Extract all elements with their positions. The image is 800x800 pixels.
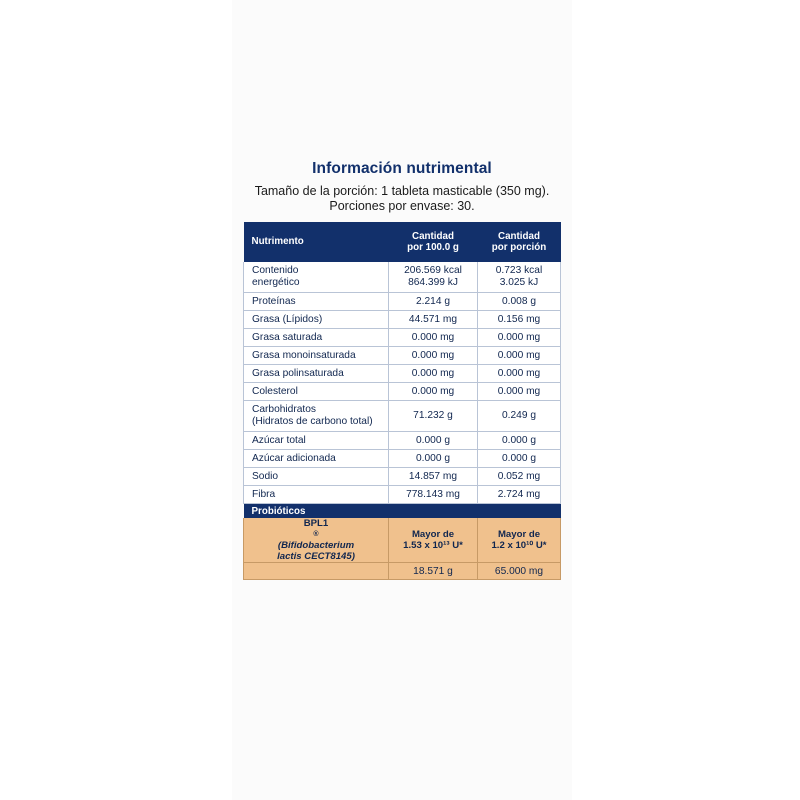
row-label-carbohydrates-line2: (Hidratos de carbono total) <box>252 416 373 427</box>
column-header-per-serving-line2: por porción <box>491 242 547 253</box>
row-value-probiotic-per-serving-line2: 1.2 x 10¹⁰ U* <box>491 540 547 551</box>
row-label-polyunsaturated-fat: Grasa polinsaturada <box>244 365 389 383</box>
row-value-sodium-per-100g: 14.857 mg <box>389 468 478 486</box>
row-value-fat-per-100g: 44.571 mg <box>389 311 478 329</box>
row-value-cholesterol-per-serving: 0.000 mg <box>478 383 561 401</box>
row-label-probiotic-strain <box>244 518 389 563</box>
row-label-energy-line2: energético <box>252 277 300 288</box>
row-label-saturated-fat: Grasa saturada <box>244 329 389 347</box>
row-value-saturated-fat-per-100g: 0.000 mg <box>389 329 478 347</box>
row-value-carbohydrates-per-serving: 0.249 g <box>478 401 561 432</box>
row-label-probiotic-weight <box>244 563 389 580</box>
row-value-probiotic-weight-per-serving: 65.000 mg <box>478 563 561 580</box>
column-header-per-100g-line2: por 100.0 g <box>407 242 459 253</box>
servings-per-container-line: Porciones por envase: 30. <box>329 199 475 213</box>
table-row <box>244 347 561 365</box>
table-row <box>244 518 561 563</box>
page-title: Información nutrimental <box>312 160 492 177</box>
row-value-cholesterol-per-100g: 0.000 mg <box>389 383 478 401</box>
section-header-probiotics <box>244 504 561 519</box>
row-value-fiber-per-serving: 2.724 mg <box>478 486 561 504</box>
table-row <box>244 450 561 468</box>
row-label-energy <box>244 262 389 293</box>
table-row <box>244 401 561 432</box>
row-value-sodium-per-serving: 0.052 mg <box>478 468 561 486</box>
table-row <box>244 262 561 293</box>
row-value-energy-per-100g <box>389 262 478 293</box>
row-value-fiber-per-100g: 778.143 mg <box>389 486 478 504</box>
table-header-row <box>244 222 561 262</box>
row-label-protein: Proteínas <box>244 293 389 311</box>
row-value-polyunsaturated-fat-per-serving: 0.000 mg <box>478 365 561 383</box>
row-value-total-sugar-per-serving: 0.000 g <box>478 432 561 450</box>
row-value-probiotic-per-serving-line1: Mayor de <box>497 529 541 540</box>
registered-mark: ® <box>313 531 319 538</box>
table-row <box>244 486 561 504</box>
row-label-cholesterol: Colesterol <box>244 383 389 401</box>
row-label-probiotic-strain-line2: lactis CECT8145) <box>277 551 355 562</box>
row-value-added-sugar-per-100g: 0.000 g <box>389 450 478 468</box>
row-label-added-sugar: Azúcar adicionada <box>244 450 389 468</box>
row-label-total-sugar: Azúcar total <box>244 432 389 450</box>
row-value-energy-kj-serving: 3.025 kJ <box>499 277 539 288</box>
row-label-fiber: Fibra <box>244 486 389 504</box>
nutrition-facts-label <box>232 160 572 580</box>
row-label-carbohydrates-line1: Carbohidratos <box>252 403 316 415</box>
row-value-probiotic-per-100g-line1: Mayor de <box>411 529 455 540</box>
row-value-protein-per-serving: 0.008 g <box>478 293 561 311</box>
row-value-polyunsaturated-fat-per-100g: 0.000 mg <box>389 365 478 383</box>
row-value-monounsaturated-fat-per-100g: 0.000 mg <box>389 347 478 365</box>
row-value-added-sugar-per-serving: 0.000 g <box>478 450 561 468</box>
table-row <box>244 432 561 450</box>
column-header-nutrient: Nutrimento <box>244 222 389 262</box>
row-label-sodium: Sodio <box>244 468 389 486</box>
table-row <box>244 365 561 383</box>
column-header-per-100g-line1: Cantidad <box>412 230 454 242</box>
row-value-probiotic-per-100g <box>389 518 478 563</box>
row-value-energy-kj-100g: 864.399 kJ <box>408 277 458 288</box>
row-label-probiotic-strain-line1: BPL1 ® (Bifidobacterium <box>248 518 384 551</box>
row-value-energy-per-serving <box>478 262 561 293</box>
table-row <box>244 383 561 401</box>
row-value-protein-per-100g: 2.214 g <box>389 293 478 311</box>
table-row <box>244 293 561 311</box>
row-value-probiotic-per-serving <box>478 518 561 563</box>
row-value-probiotic-per-100g-line2: 1.53 x 10¹³ U* <box>403 540 463 551</box>
row-value-energy-kcal-serving: 0.723 kcal <box>495 265 543 276</box>
nutrition-table <box>243 222 561 580</box>
row-label-fat: Grasa (Lípidos) <box>244 311 389 329</box>
row-value-carbohydrates-per-100g: 71.232 g <box>389 401 478 432</box>
section-header-probiotics-label: Probióticos <box>244 504 561 519</box>
row-value-saturated-fat-per-serving: 0.000 mg <box>478 329 561 347</box>
table-row <box>244 468 561 486</box>
row-value-fat-per-serving: 0.156 mg <box>478 311 561 329</box>
row-label-carbohydrates <box>244 401 389 432</box>
column-header-per-serving <box>478 222 561 262</box>
row-value-monounsaturated-fat-per-serving: 0.000 mg <box>478 347 561 365</box>
serving-size-line: Tamaño de la porción: 1 tableta masticable (350 mg). <box>254 184 550 198</box>
row-value-probiotic-weight-per-100g: 18.571 g <box>389 563 478 580</box>
column-header-per-serving-line1: Cantidad <box>498 230 540 242</box>
row-value-total-sugar-per-100g: 0.000 g <box>389 432 478 450</box>
row-value-energy-kcal-100g: 206.569 kcal <box>404 265 462 276</box>
table-row <box>244 329 561 347</box>
table-row <box>244 563 561 580</box>
column-header-per-100g <box>389 222 478 262</box>
serving-info <box>232 184 572 214</box>
table-row <box>244 311 561 329</box>
row-label-monounsaturated-fat: Grasa monoinsaturada <box>244 347 389 365</box>
row-label-energy-line1: Contenido <box>252 264 299 276</box>
